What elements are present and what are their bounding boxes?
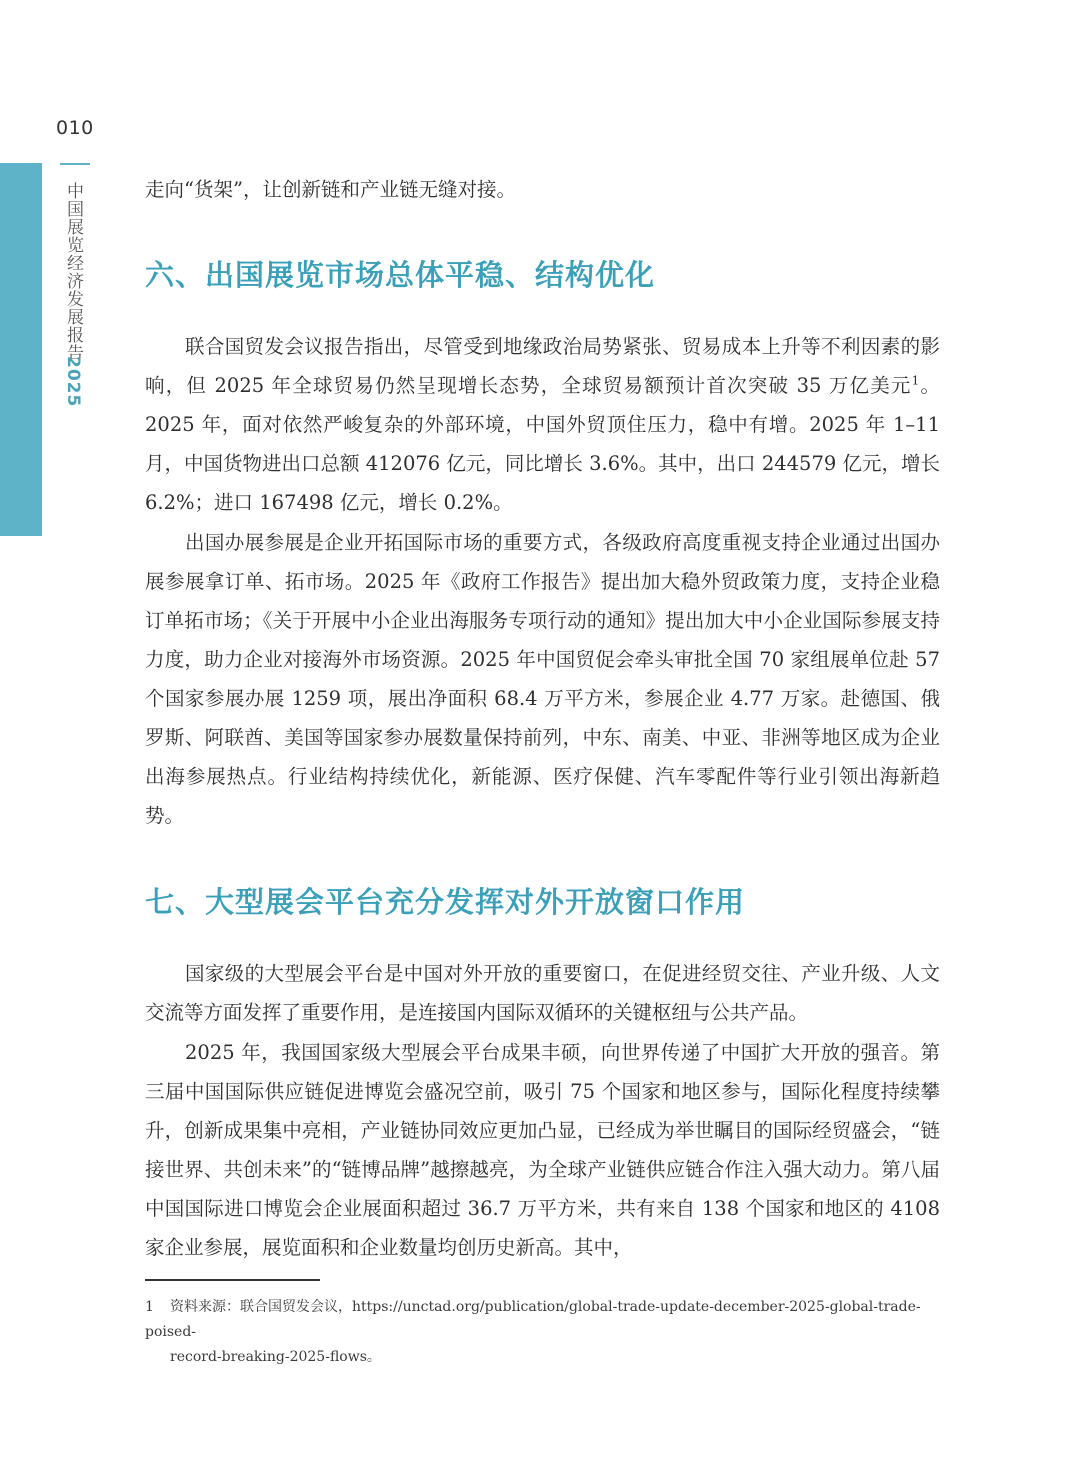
footnote-text-line2: record-breaking-2025-flows。 xyxy=(170,1349,381,1365)
footnote-divider xyxy=(145,1279,320,1281)
footnote xyxy=(145,1295,940,1370)
paragraph-continuation: 走向“货架”，让创新链和产业链无缝对接。 xyxy=(145,178,516,201)
running-title: 中国展览经济发展报告 xyxy=(63,182,83,362)
paragraph-2025-achievements: 2025 年，我国国家级大型展会平台成果丰硕，向世界传递了中国扩大开放的强音。第三届中国国际供应链促进博览会盛况空前，吸引 75 个国家和地区参与，国际化程度持续攀升，创新成果集中亮相，产业链协同效应更加凸显，已经成为举世瞩目的国际经贸盛会，“链接世界、共创未来”的“链博品牌”越擦越亮，为全球产业链供应链合作注入强大动力。第八届中国国际进口博览会企业展面积超过 36.7 万平方米，共有来自 138 个国家和地区的 4108 家企业参展，展览面积和企业数量均创历史新高。其中， xyxy=(145,1041,940,1259)
section-heading-6: 六、出国展览市场总体平稳、结构优化 xyxy=(145,258,656,292)
paragraph-trade-overview xyxy=(145,327,940,522)
paragraph-text: 。2025 年，面对依然严峻复杂的外部环境，中国外贸顶住压力，稳中有增。2025 年 1–11 月，中国货物进出口总额 412076 亿元，同比增长 3.6%。其中，出口 244579 亿元，增长 6.2%；进口 167498 亿元，增长 0.2%。 xyxy=(145,374,940,514)
paragraph-overseas-exhibitions: 出国办展参展是企业开拓国际市场的重要方式，各级政府高度重视支持企业通过出国办展参展拿订单、拓市场。2025 年《政府工作报告》提出加大稳外贸政策力度，支持企业稳订单拓市场；《关于开展中小企业出海服务专项行动的通知》提出加大中小企业国际参展支持力度，助力企业对接海外市场资源。2025 年中国贸促会牵头审批全国 70 家组展单位赴 57 个国家参展办展 1259 项，展出净面积 68.4 万平方米，参展企业 4.77 万家。赴德国、俄罗斯、阿联酋、美国等国家参办展数量保持前列，中东、南美、中亚、非洲等地区成为企业出海参展热点。行业结构持续优化，新能源、医疗保健、汽车零配件等行业引领出海新趋势。 xyxy=(145,531,940,827)
footnote-number: 1 xyxy=(145,1299,154,1315)
side-color-band xyxy=(0,163,42,536)
running-title-year: 2025 xyxy=(63,356,83,408)
paragraph-text: 联合国贸发会议报告指出，尽管受到地缘政治局势紧张、贸易成本上升等不利因素的影响，但 2025 年全球贸易仍然呈现增长态势，全球贸易额预计首次突破 35 万亿美元 xyxy=(145,335,940,397)
paragraph-exhibition-platforms: 国家级的大型展会平台是中国对外开放的重要窗口，在促进经贸交往、产业升级、人文交流等方面发挥了重要作用，是连接国内国际双循环的关键枢纽与公共产品。 xyxy=(145,962,940,1024)
footnote-text-line1: 资料来源：联合国贸发会议，https://unctad.org/publication/global-trade-update-december-2025-global-trade-poised- xyxy=(145,1299,921,1340)
page-number: 010 xyxy=(56,117,94,139)
side-rule xyxy=(60,163,90,165)
footnote-reference: 1 xyxy=(911,373,920,388)
section-heading-7: 七、大型展会平台充分发挥对外开放窗口作用 xyxy=(145,885,746,919)
